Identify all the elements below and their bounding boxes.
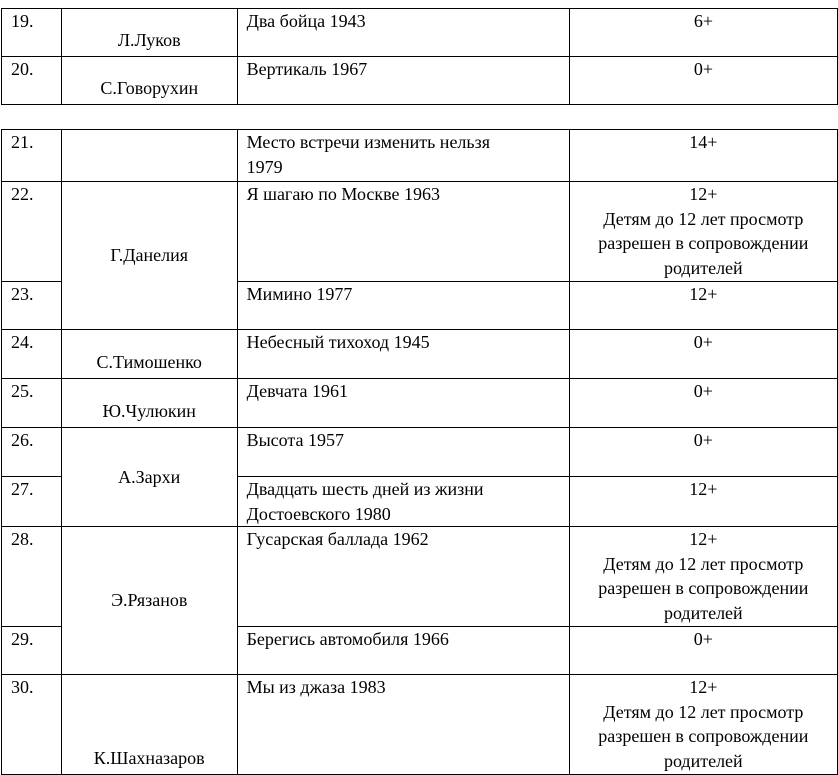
director-cell: А.Зархи	[61, 428, 237, 527]
row-number: 21.	[2, 130, 62, 182]
film-title-cell	[237, 477, 569, 527]
director-cell: Ю.Чулюкин	[61, 379, 237, 428]
age-rating-cell	[569, 477, 837, 527]
age-rating-cell: 6+	[569, 9, 837, 57]
film-title-line: Высота 1957	[246, 430, 345, 450]
table-row	[2, 57, 838, 105]
film-title-cell	[237, 527, 569, 627]
age-rating-cell	[569, 428, 837, 477]
film-title-cell: Два бойца 1943	[237, 9, 569, 57]
table-row	[2, 527, 838, 627]
film-title-line: 1979	[246, 156, 283, 177]
film-title-cell	[237, 182, 569, 282]
table-row	[2, 182, 838, 282]
film-title-cell	[237, 330, 569, 379]
row-number: 22.	[2, 182, 62, 282]
age-rating-cell	[569, 527, 837, 627]
row-number: 25.	[2, 379, 62, 428]
film-table-bottom	[1, 129, 838, 775]
film-title-line: Девчата 1961	[246, 381, 349, 401]
age-note-line: Детям до 12 лет просмотр	[603, 553, 804, 574]
age-rating: 12+	[689, 479, 718, 499]
film-title-cell	[237, 428, 569, 477]
age-rating-cell	[569, 675, 837, 775]
film-title-line: Небесный тихоход 1945	[246, 332, 430, 352]
film-title-line: Место встречи изменить нельзя	[246, 132, 491, 152]
age-rating: 0+	[693, 430, 713, 450]
director-cell: Э.Рязанов	[61, 527, 237, 675]
age-note-line: родителей	[663, 602, 743, 623]
age-note-line: разрешен в сопровождении	[598, 233, 809, 253]
age-note-line: разрешен в сопровождении	[598, 578, 809, 598]
director-cell: Л.Луков	[61, 9, 237, 57]
row-number: 19.	[2, 9, 62, 57]
age-rating-cell	[569, 282, 837, 330]
age-rating-cell	[569, 182, 837, 282]
table-row	[2, 330, 838, 379]
film-title-line: Мимино 1977	[246, 284, 353, 304]
age-rating-cell	[569, 627, 837, 675]
film-title-line: Двадцать шесть дней из жизни	[246, 479, 484, 499]
row-number: 30.	[2, 675, 62, 775]
age-rating: 0+	[693, 629, 713, 649]
age-rating-cell: 0+	[569, 57, 837, 105]
film-title-line: Достоевского 1980	[246, 503, 391, 524]
film-title-line: Берегись автомобиля 1966	[246, 629, 449, 649]
director-cell: Г.Данелия	[61, 182, 237, 330]
age-rating-cell	[569, 330, 837, 379]
table-row	[2, 379, 838, 428]
row-number: 24.	[2, 330, 62, 379]
film-title-cell	[237, 130, 569, 182]
film-title-cell	[237, 675, 569, 775]
film-title-cell	[237, 282, 569, 330]
age-rating-cell	[569, 130, 837, 182]
age-rating: 12+	[689, 284, 718, 304]
age-note-line: родителей	[663, 257, 743, 278]
film-title-line: Мы из джаза 1983	[246, 677, 386, 697]
age-rating: 12+	[689, 184, 718, 204]
age-rating: 14+	[689, 132, 718, 152]
director-cell: С.Говорухин	[61, 57, 237, 105]
age-rating: 0+	[693, 332, 713, 352]
table-row	[2, 428, 838, 477]
row-number: 26.	[2, 428, 62, 477]
director-cell	[61, 130, 237, 182]
film-table-top	[1, 8, 838, 105]
director-cell: С.Тимошенко	[61, 330, 237, 379]
director-cell: К.Шахназаров	[61, 675, 237, 775]
table-row	[2, 675, 838, 775]
film-title-cell	[237, 379, 569, 428]
table-row	[2, 9, 838, 57]
row-number: 20.	[2, 57, 62, 105]
age-note-line: разрешен в сопровождении	[598, 726, 809, 746]
age-note-line: родителей	[663, 750, 743, 771]
age-rating-cell	[569, 379, 837, 428]
film-title-line: Я шагаю по Москве 1963	[246, 184, 441, 204]
film-title-cell: Вертикаль 1967	[237, 57, 569, 105]
film-title-line: Гусарская баллада 1962	[246, 529, 429, 549]
film-title-cell	[237, 627, 569, 675]
age-rating: 12+	[689, 529, 718, 549]
row-number: 29.	[2, 627, 62, 675]
age-rating: 12+	[689, 677, 718, 697]
age-rating: 0+	[693, 381, 713, 401]
row-number: 23.	[2, 282, 62, 330]
table-row	[2, 130, 838, 182]
age-note-line: Детям до 12 лет просмотр	[603, 701, 804, 722]
age-note-line: Детям до 12 лет просмотр	[603, 208, 804, 229]
row-number: 27.	[2, 477, 62, 527]
row-number: 28.	[2, 527, 62, 627]
